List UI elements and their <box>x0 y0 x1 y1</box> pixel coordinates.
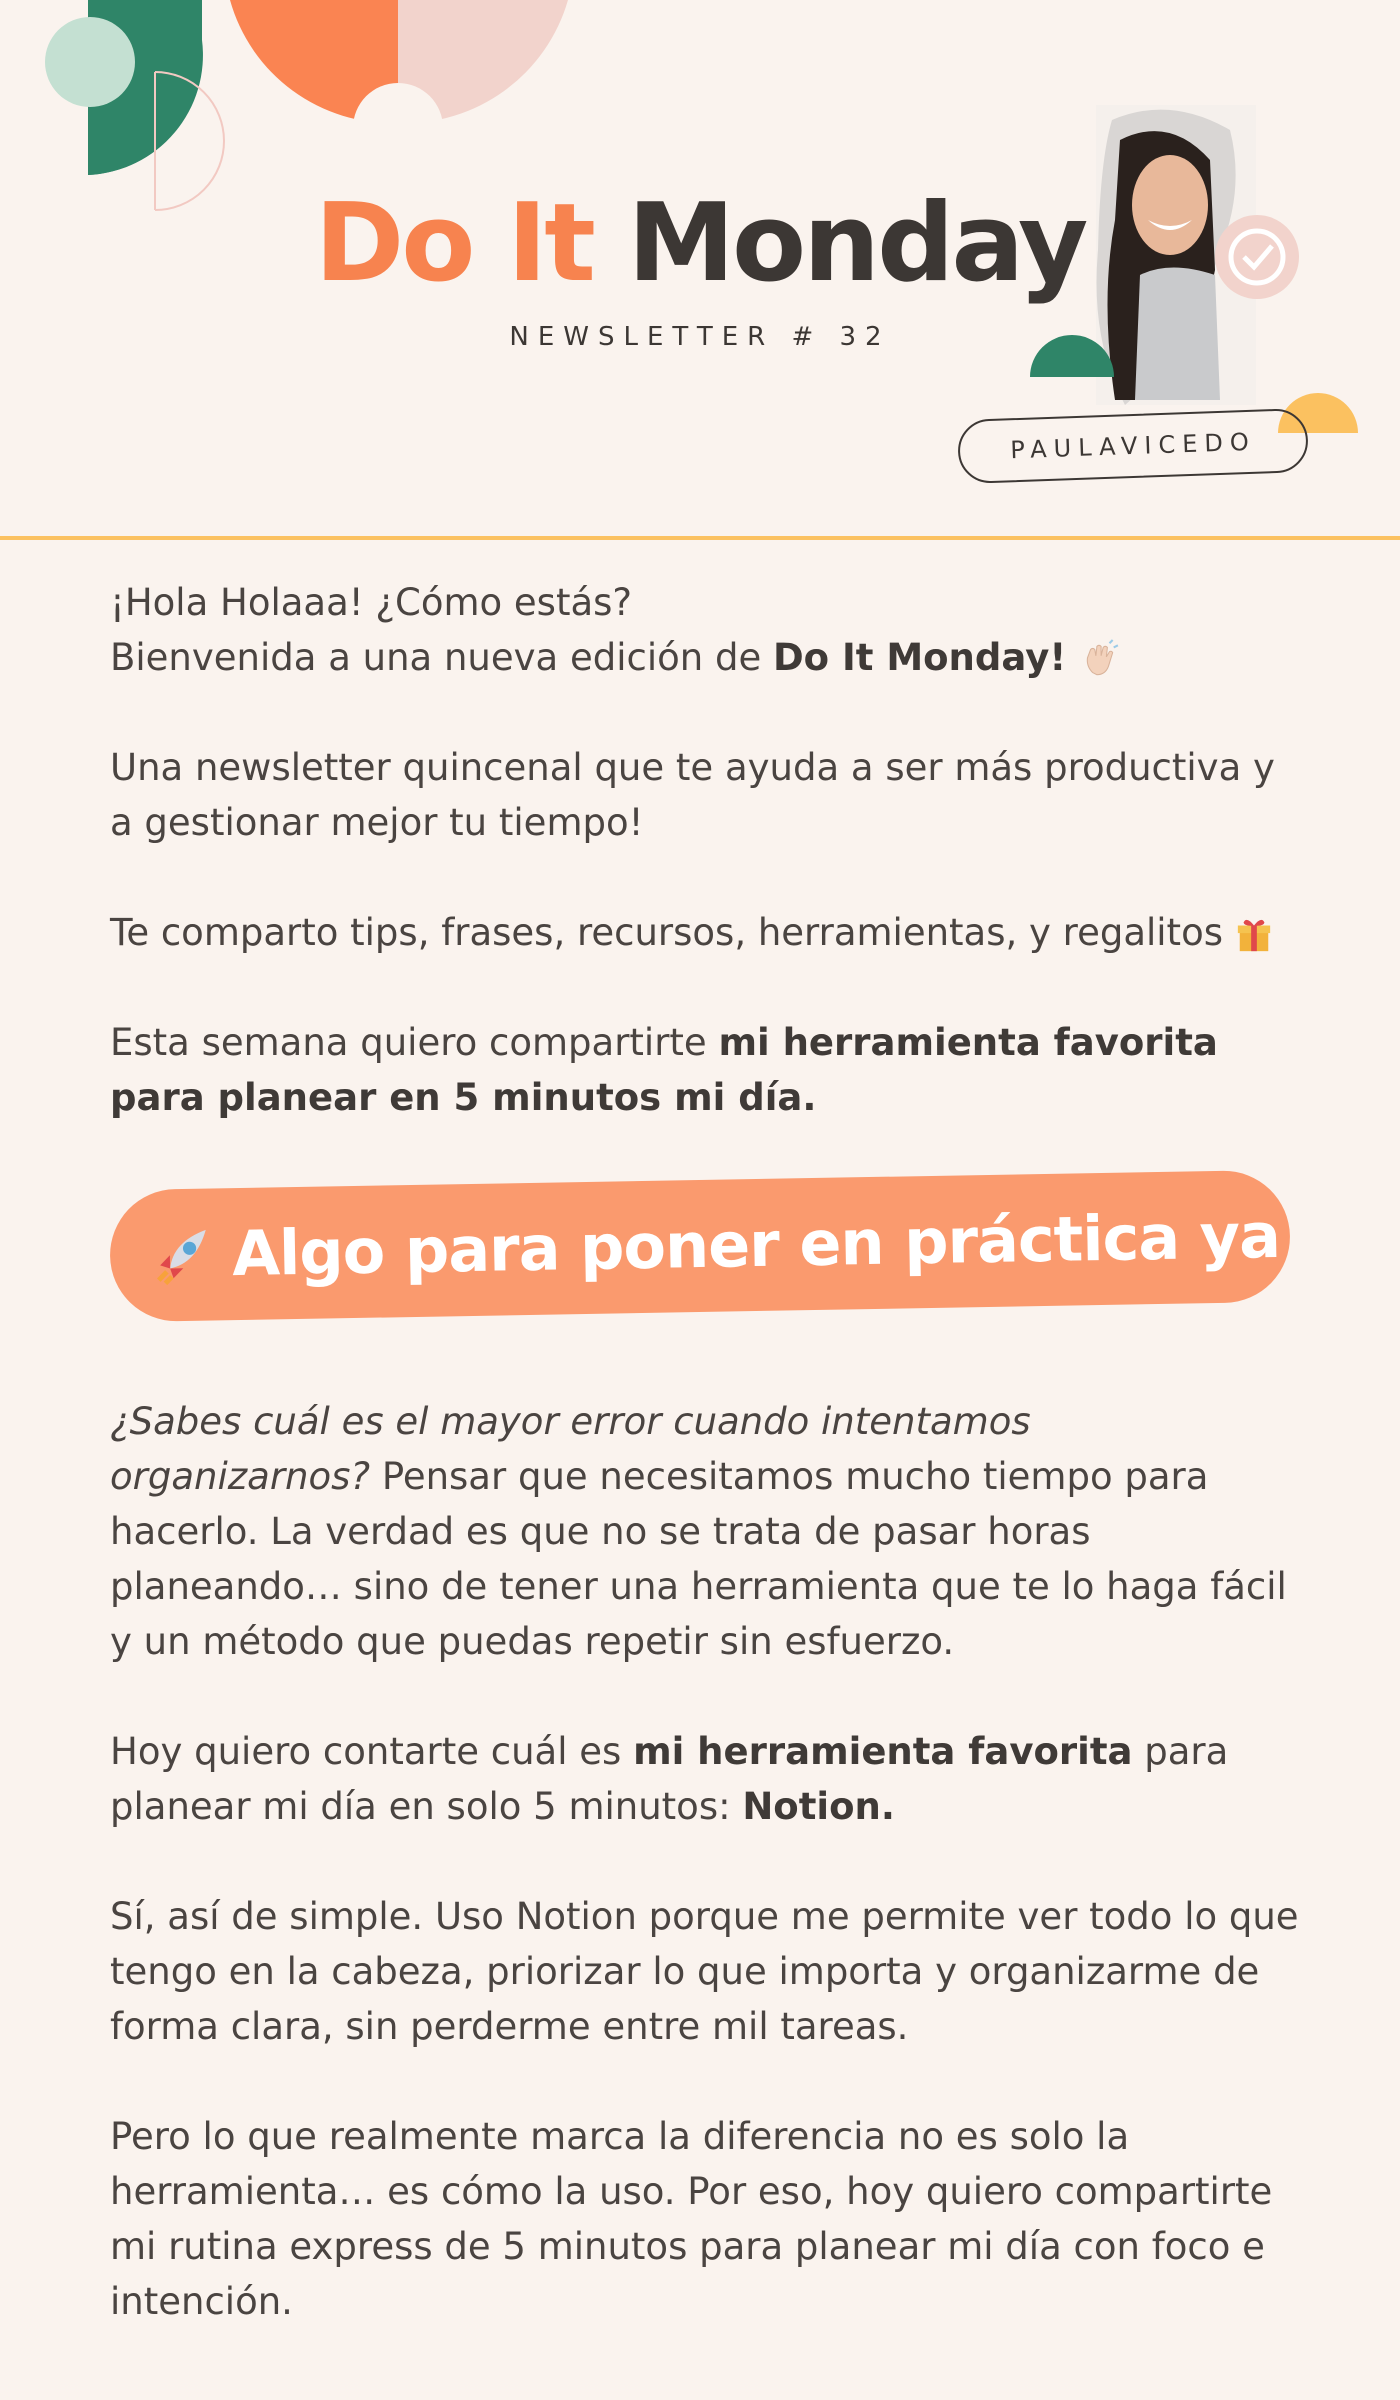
author-portrait <box>1020 100 1360 460</box>
intro-purpose: Una newsletter quincenal que te ayuda a ser más productiva y a gestionar mejor tu tiempo! <box>110 746 1275 844</box>
author-handle-pill[interactable]: PAULAVICEDO <box>957 408 1309 484</box>
section-banner-title: Algo para poner en práctica ya <box>231 1198 1281 1291</box>
article-p2-bold: mi herramienta favorita <box>633 1730 1133 1773</box>
greeting-text: ¡Hola Holaaa! ¿Cómo estás? <box>110 581 633 624</box>
share-text: Te comparto tips, frases, recursos, herramientas, y regalitos <box>110 911 1223 954</box>
section-banner <box>109 1170 1291 1323</box>
intro-share <box>110 905 1300 960</box>
welcome-bold: Do It Monday! <box>772 636 1067 679</box>
rocket-icon <box>150 1221 217 1288</box>
welcome-text: Bienvenida a una nueva edición de <box>110 636 773 679</box>
waving-hand-icon <box>1078 639 1120 681</box>
newsletter-header <box>0 0 1400 538</box>
article-question: ¿Sabes cuál es el mayor error cuando intentamos organizarnos? <box>110 1400 1031 1498</box>
week-text: Esta semana quiero compartirte <box>110 1021 719 1064</box>
article-p2-pre: Hoy quiero contarte cuál es <box>110 1730 634 1773</box>
intro-greeting <box>110 575 1300 685</box>
title-part-do-it: Do It <box>314 181 593 306</box>
week-bold: mi herramienta favorita para planear en 5 minutos mi día. <box>110 1021 1218 1119</box>
gift-icon <box>1235 916 1273 954</box>
article-paragraph-4: Pero lo que realmente marca la diferencia no es solo la herramienta… es cómo la uso. Por eso, hoy quiero compartirte mi rutina express de 5 minutos para planear mi día con foco e intención. <box>110 2115 1273 2323</box>
article-p2-notion: Notion. <box>742 1785 895 1828</box>
issue-number: NEWSLETTER # 32 <box>509 322 891 352</box>
article-paragraph-1 <box>110 1394 1300 1669</box>
intro-this-week <box>110 1015 1300 1125</box>
header-divider <box>0 536 1400 540</box>
article-p2-mid: para planear mi día en solo 5 minutos: <box>110 1730 1229 1828</box>
article-p1-rest: Pensar que necesitamos mucho tiempo para hacerlo. La verdad es que no se trata de pasar horas planeando… sino de tener una herramienta que te lo haga fácil y un método que puedas repetir sin esfuerzo. <box>110 1455 1287 1663</box>
newsletter-body <box>110 575 1300 2384</box>
article-paragraph-3: Sí, así de simple. Uso Notion porque me permite ver todo lo que tengo en la cabeza, priorizar lo que importa y organizarme de forma clara, sin perderme entre mil tareas. <box>110 1895 1299 2048</box>
article-paragraph-2 <box>110 1724 1300 1834</box>
title-part-monday: Monday <box>627 181 1086 306</box>
